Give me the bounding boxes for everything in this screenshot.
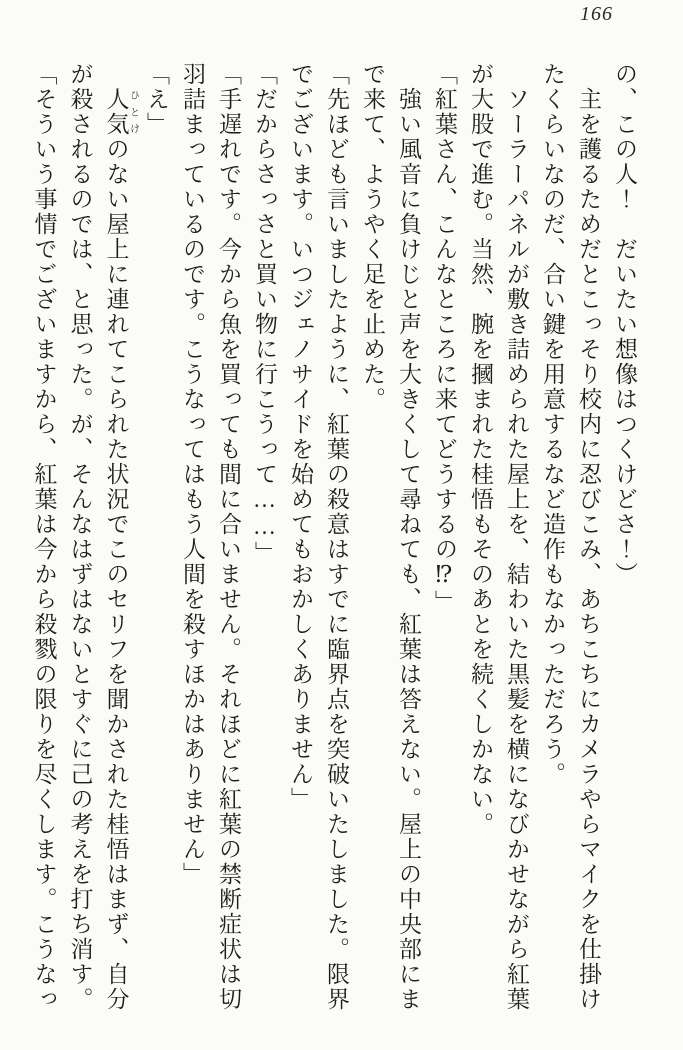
text-column: 「だからさっさと買い物に行こうって……」 xyxy=(252,62,277,566)
text-column: 人気 ひとけのない屋上に連れてこられた状況でこのセリフを聞かされた桂悟はまず、自分 xyxy=(103,87,139,1012)
text-column: でございます。いつジェノサイドを始めてもおかしくありません」 xyxy=(288,62,313,812)
text-column: たくらいなのだ、合い鍵を用意するなど造作もなかっただろう。 xyxy=(540,62,565,787)
text-column: ソーラーパネルが敷き詰められた屋上を、結わいた黒髪を横になびかせながら紅葉 xyxy=(504,62,529,1012)
text-block xyxy=(26,62,643,1014)
ruby-annotation: 人気 ひとけ xyxy=(103,87,139,137)
text-column: の、この人！ だいたい想像はつくけどさ！） xyxy=(612,62,637,587)
text-column: が大股で進む。当然、腕を摑まれた桂悟もそのあとを続くしかない。 xyxy=(468,62,493,837)
page-number: 166 xyxy=(580,3,613,25)
text-column: 「そういう事情でございますから、紅葉は今から殺戮の限りを尽くします。こうなっ xyxy=(31,62,57,1012)
text-column: が殺されるのでは、と思った。が、そんなはずはないとすぐに己の考えを打ち消す。 xyxy=(67,62,93,1012)
text-column: で来て、ようやく足を止めた。 xyxy=(360,62,385,412)
text-column: 主を護るためだとこっそり校内に忍びこみ、あちこちにカメラやらマイクを仕掛け xyxy=(576,62,601,1012)
text-column: 「先ほども言いましたように、紅葉の殺意はすでに臨界点を突破いたしました。限界 xyxy=(324,62,349,1012)
furigana-text: ひとけ xyxy=(127,87,139,137)
text-column: 羽詰まっているのです。こうなってはもう人間を殺すほかはありません」 xyxy=(180,62,205,887)
text-column: 「紅葉さん、こんなところに来てどうするの⁉」 xyxy=(432,62,457,615)
text-column: 「手遅れです。今から魚を買っても間に合いません。それほどに紅葉の禁断症状は切 xyxy=(216,62,241,1012)
text-column: 強い風音に負けじと声を大きくして尋ねても、紅葉は答えない。屋上の中央部にま xyxy=(396,62,421,1012)
text-column: 「え」 xyxy=(144,62,169,137)
